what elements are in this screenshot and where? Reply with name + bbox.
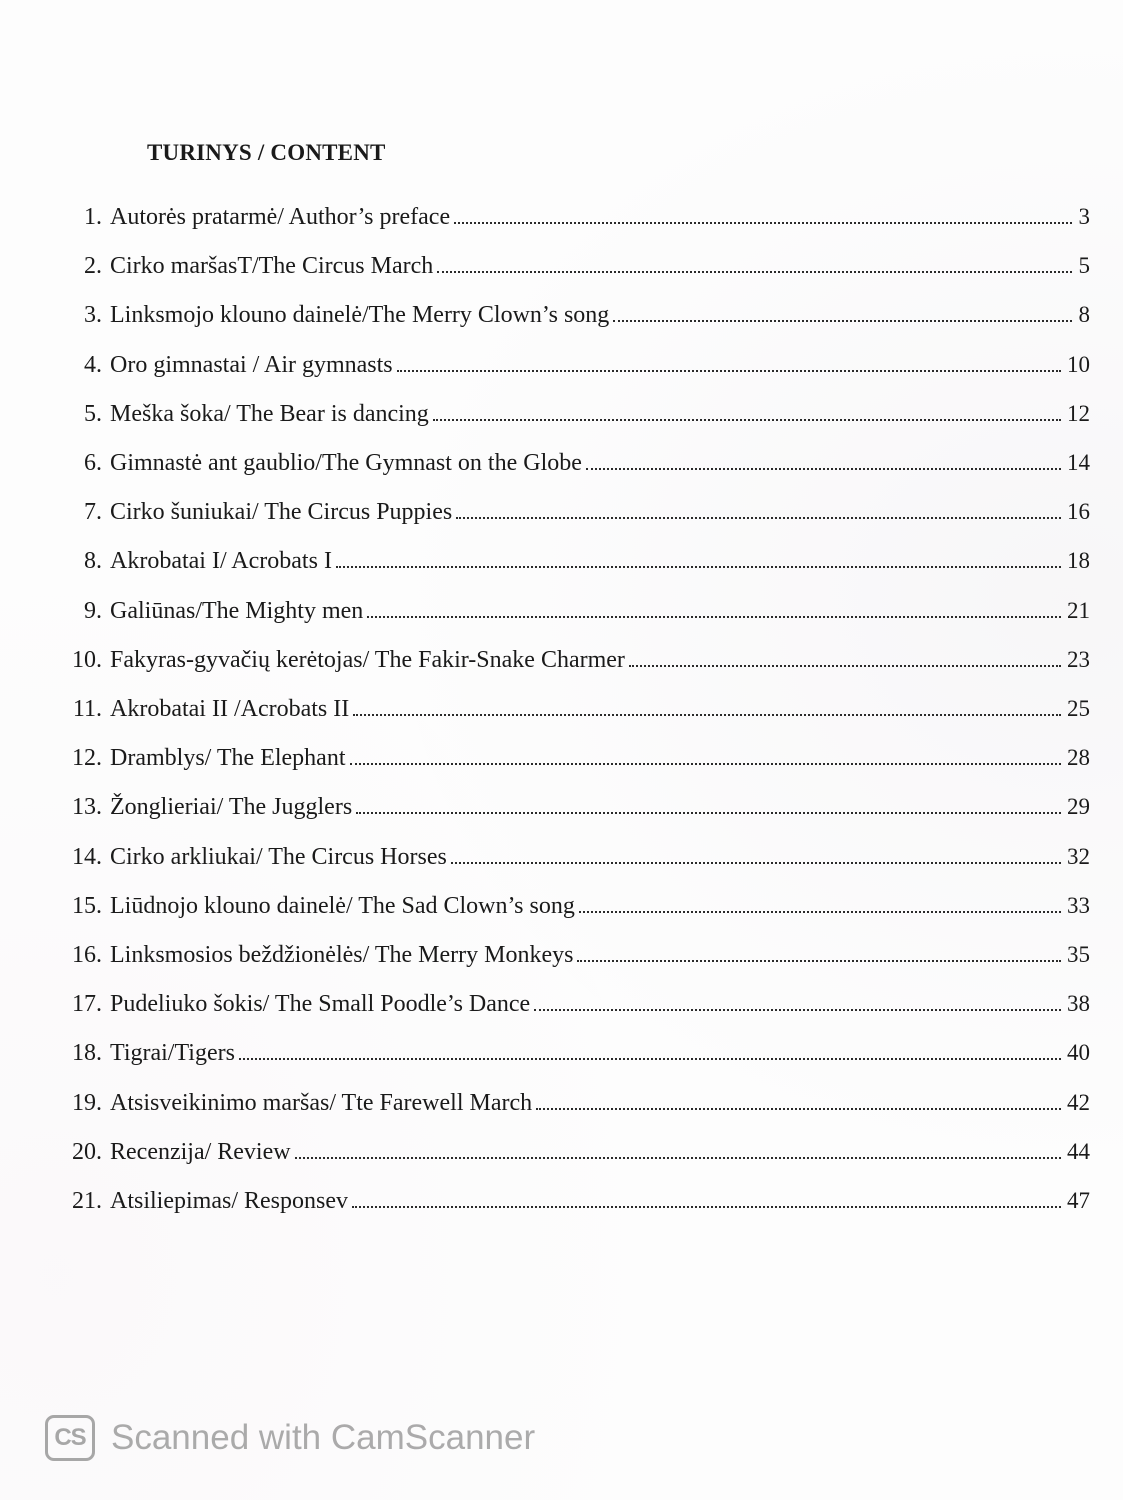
toc-entry-page: 44 bbox=[1067, 1138, 1090, 1164]
toc-entry-page: 32 bbox=[1067, 843, 1090, 869]
toc-entry-label: Autorės pratarmė/ Author’s preface bbox=[110, 204, 451, 230]
toc-entry-label: Gimnastė ant gaublio/The Gymnast on the Globe bbox=[110, 450, 582, 476]
toc-entry-label: Liūdnojo klouno dainelė/ The Sad Clown’s song bbox=[110, 892, 575, 919]
toc-dot-leader bbox=[397, 370, 1061, 372]
toc-entry-page: 35 bbox=[1067, 942, 1090, 967]
toc-entry bbox=[52, 692, 1090, 726]
toc-entry-label: Recenzija/ Review bbox=[110, 1138, 291, 1165]
toc-entry-page: 18 bbox=[1067, 548, 1090, 574]
toc-entry-page: 10 bbox=[1067, 351, 1090, 377]
toc-entry-page: 40 bbox=[1067, 1040, 1090, 1066]
toc-entry-page: 23 bbox=[1067, 646, 1090, 672]
toc-entry-label: Cirko maršasT/The Circus March bbox=[110, 253, 434, 280]
toc-entry bbox=[52, 298, 1090, 332]
toc-entry-label: Oro gimnastai / Air gymnasts bbox=[110, 351, 393, 378]
toc-entry-label: Galiūnas/The Mighty men bbox=[110, 597, 364, 624]
toc-entry-number: 9. bbox=[84, 597, 102, 624]
toc-entry-number: 14. bbox=[72, 843, 102, 870]
toc-entry-number: 7. bbox=[84, 499, 102, 526]
toc-entry-label: Žonglieriai/ The Jugglers bbox=[110, 794, 353, 821]
toc-entry-label: Linksmojo klouno dainelė/The Merry Clown’s song bbox=[110, 302, 610, 329]
toc-entry bbox=[52, 840, 1090, 874]
toc-dot-leader bbox=[336, 566, 1061, 568]
toc-dot-leader bbox=[352, 1206, 1061, 1208]
toc-entry-number: 6. bbox=[84, 450, 102, 476]
toc-entry-label: Pudeliuko šokis/ The Small Poodle’s Dance bbox=[110, 991, 531, 1018]
toc-entry bbox=[52, 643, 1090, 677]
toc-entry-number: 11. bbox=[72, 696, 102, 722]
toc-entry bbox=[52, 544, 1090, 578]
toc-entry-label: Tigrai/Tigers bbox=[110, 1040, 235, 1067]
toc-entry-label: Atsiliepimas/ Responsev bbox=[110, 1188, 348, 1214]
toc-entry-page: 14 bbox=[1067, 450, 1090, 475]
toc-entry-number: 19. bbox=[72, 1089, 102, 1116]
toc-dot-leader bbox=[239, 1058, 1061, 1060]
camscanner-watermark bbox=[45, 1412, 535, 1464]
toc-dot-leader bbox=[456, 517, 1061, 519]
toc-entry bbox=[52, 790, 1090, 824]
toc-dot-leader bbox=[536, 1108, 1061, 1110]
toc-entry-page: 42 bbox=[1067, 1089, 1090, 1115]
toc-entry-page: 16 bbox=[1067, 499, 1090, 525]
toc-entry-number: 3. bbox=[84, 302, 102, 329]
toc-entry bbox=[52, 594, 1090, 628]
toc-entry-number: 5. bbox=[84, 400, 102, 427]
toc-entry-page: 21 bbox=[1067, 597, 1090, 623]
toc-entry-label: Atsisveikinimo maršas/ Tte Farewell March bbox=[110, 1089, 533, 1116]
toc-entry-label: Meška šoka/ The Bear is dancing bbox=[110, 400, 429, 427]
toc-entry-number: 2. bbox=[84, 253, 102, 280]
toc-dot-leader bbox=[356, 812, 1061, 814]
toc-entry bbox=[52, 348, 1090, 382]
toc-dot-leader bbox=[350, 763, 1061, 765]
toc-entry bbox=[52, 1184, 1090, 1218]
toc-entry bbox=[52, 249, 1090, 283]
toc-entry-number: 8. bbox=[84, 548, 102, 575]
toc-entry-number: 16. bbox=[72, 942, 102, 968]
toc-entry-label: Akrobatai I/ Acrobats I bbox=[110, 548, 332, 575]
toc-entry-number: 18. bbox=[72, 1040, 102, 1067]
toc-entry-number: 13. bbox=[72, 794, 102, 821]
toc-entry bbox=[52, 1086, 1090, 1120]
toc-entry bbox=[52, 938, 1090, 972]
toc-entry-page: 8 bbox=[1078, 302, 1090, 328]
toc-dot-leader bbox=[353, 714, 1061, 716]
toc-dot-leader bbox=[577, 960, 1061, 962]
toc-dot-leader bbox=[433, 419, 1061, 421]
camscanner-logo-icon: CS bbox=[45, 1415, 95, 1461]
toc-dot-leader bbox=[613, 320, 1072, 322]
toc-entry bbox=[52, 446, 1090, 480]
toc-entry-label: Akrobatai II /Acrobats II bbox=[110, 696, 350, 722]
toc-entry-label: Dramblys/ The Elephant bbox=[110, 745, 346, 772]
toc-dot-leader bbox=[629, 665, 1061, 667]
toc-entry-page: 3 bbox=[1078, 204, 1090, 229]
toc-entry bbox=[52, 889, 1090, 923]
toc-entry-number: 10. bbox=[72, 646, 102, 673]
toc-entry-page: 25 bbox=[1067, 696, 1090, 721]
toc-entry bbox=[52, 495, 1090, 529]
toc-entry-page: 47 bbox=[1067, 1188, 1090, 1213]
toc-dot-leader bbox=[454, 222, 1072, 224]
toc-entry-page: 38 bbox=[1067, 991, 1090, 1017]
toc-entry bbox=[52, 987, 1090, 1021]
toc-entry-page: 5 bbox=[1078, 253, 1090, 279]
toc-entry-number: 21. bbox=[72, 1188, 102, 1214]
toc-dot-leader bbox=[451, 862, 1061, 864]
toc-entry-label: Cirko šuniukai/ The Circus Puppies bbox=[110, 499, 453, 526]
toc-entry-number: 1. bbox=[84, 204, 102, 230]
toc-entry-number: 12. bbox=[72, 745, 102, 772]
toc-entry bbox=[52, 397, 1090, 431]
toc-dot-leader bbox=[437, 271, 1072, 273]
toc-entry-label: Linksmosios beždžionėlės/ The Merry Monkeys bbox=[110, 942, 574, 968]
toc-entry-number: 4. bbox=[84, 351, 102, 378]
toc-dot-leader bbox=[534, 1009, 1061, 1011]
toc-entry-page: 12 bbox=[1067, 400, 1090, 426]
toc-entry-number: 15. bbox=[72, 892, 102, 919]
toc-title: TURINYS / CONTENT bbox=[147, 140, 386, 165]
toc-entry bbox=[52, 200, 1090, 234]
toc-entry-page: 29 bbox=[1067, 794, 1090, 820]
toc-entry-page: 33 bbox=[1067, 892, 1090, 918]
watermark-text: Scanned with CamScanner bbox=[111, 1418, 536, 1457]
toc-entry bbox=[52, 741, 1090, 775]
toc-entry-label: Fakyras-gyvačių kerėtojas/ The Fakir-Snake Charmer bbox=[110, 646, 625, 673]
toc-dot-leader bbox=[579, 911, 1061, 913]
toc-entry bbox=[52, 1036, 1090, 1070]
toc-dot-leader bbox=[295, 1157, 1061, 1159]
toc-entry-number: 17. bbox=[72, 991, 102, 1018]
toc-entry-number: 20. bbox=[72, 1138, 102, 1165]
toc-dot-leader bbox=[367, 616, 1061, 618]
toc-entry-label: Cirko arkliukai/ The Circus Horses bbox=[110, 843, 447, 870]
toc-entry-page: 28 bbox=[1067, 745, 1090, 771]
toc-entry bbox=[52, 1135, 1090, 1169]
toc-dot-leader bbox=[586, 468, 1061, 470]
